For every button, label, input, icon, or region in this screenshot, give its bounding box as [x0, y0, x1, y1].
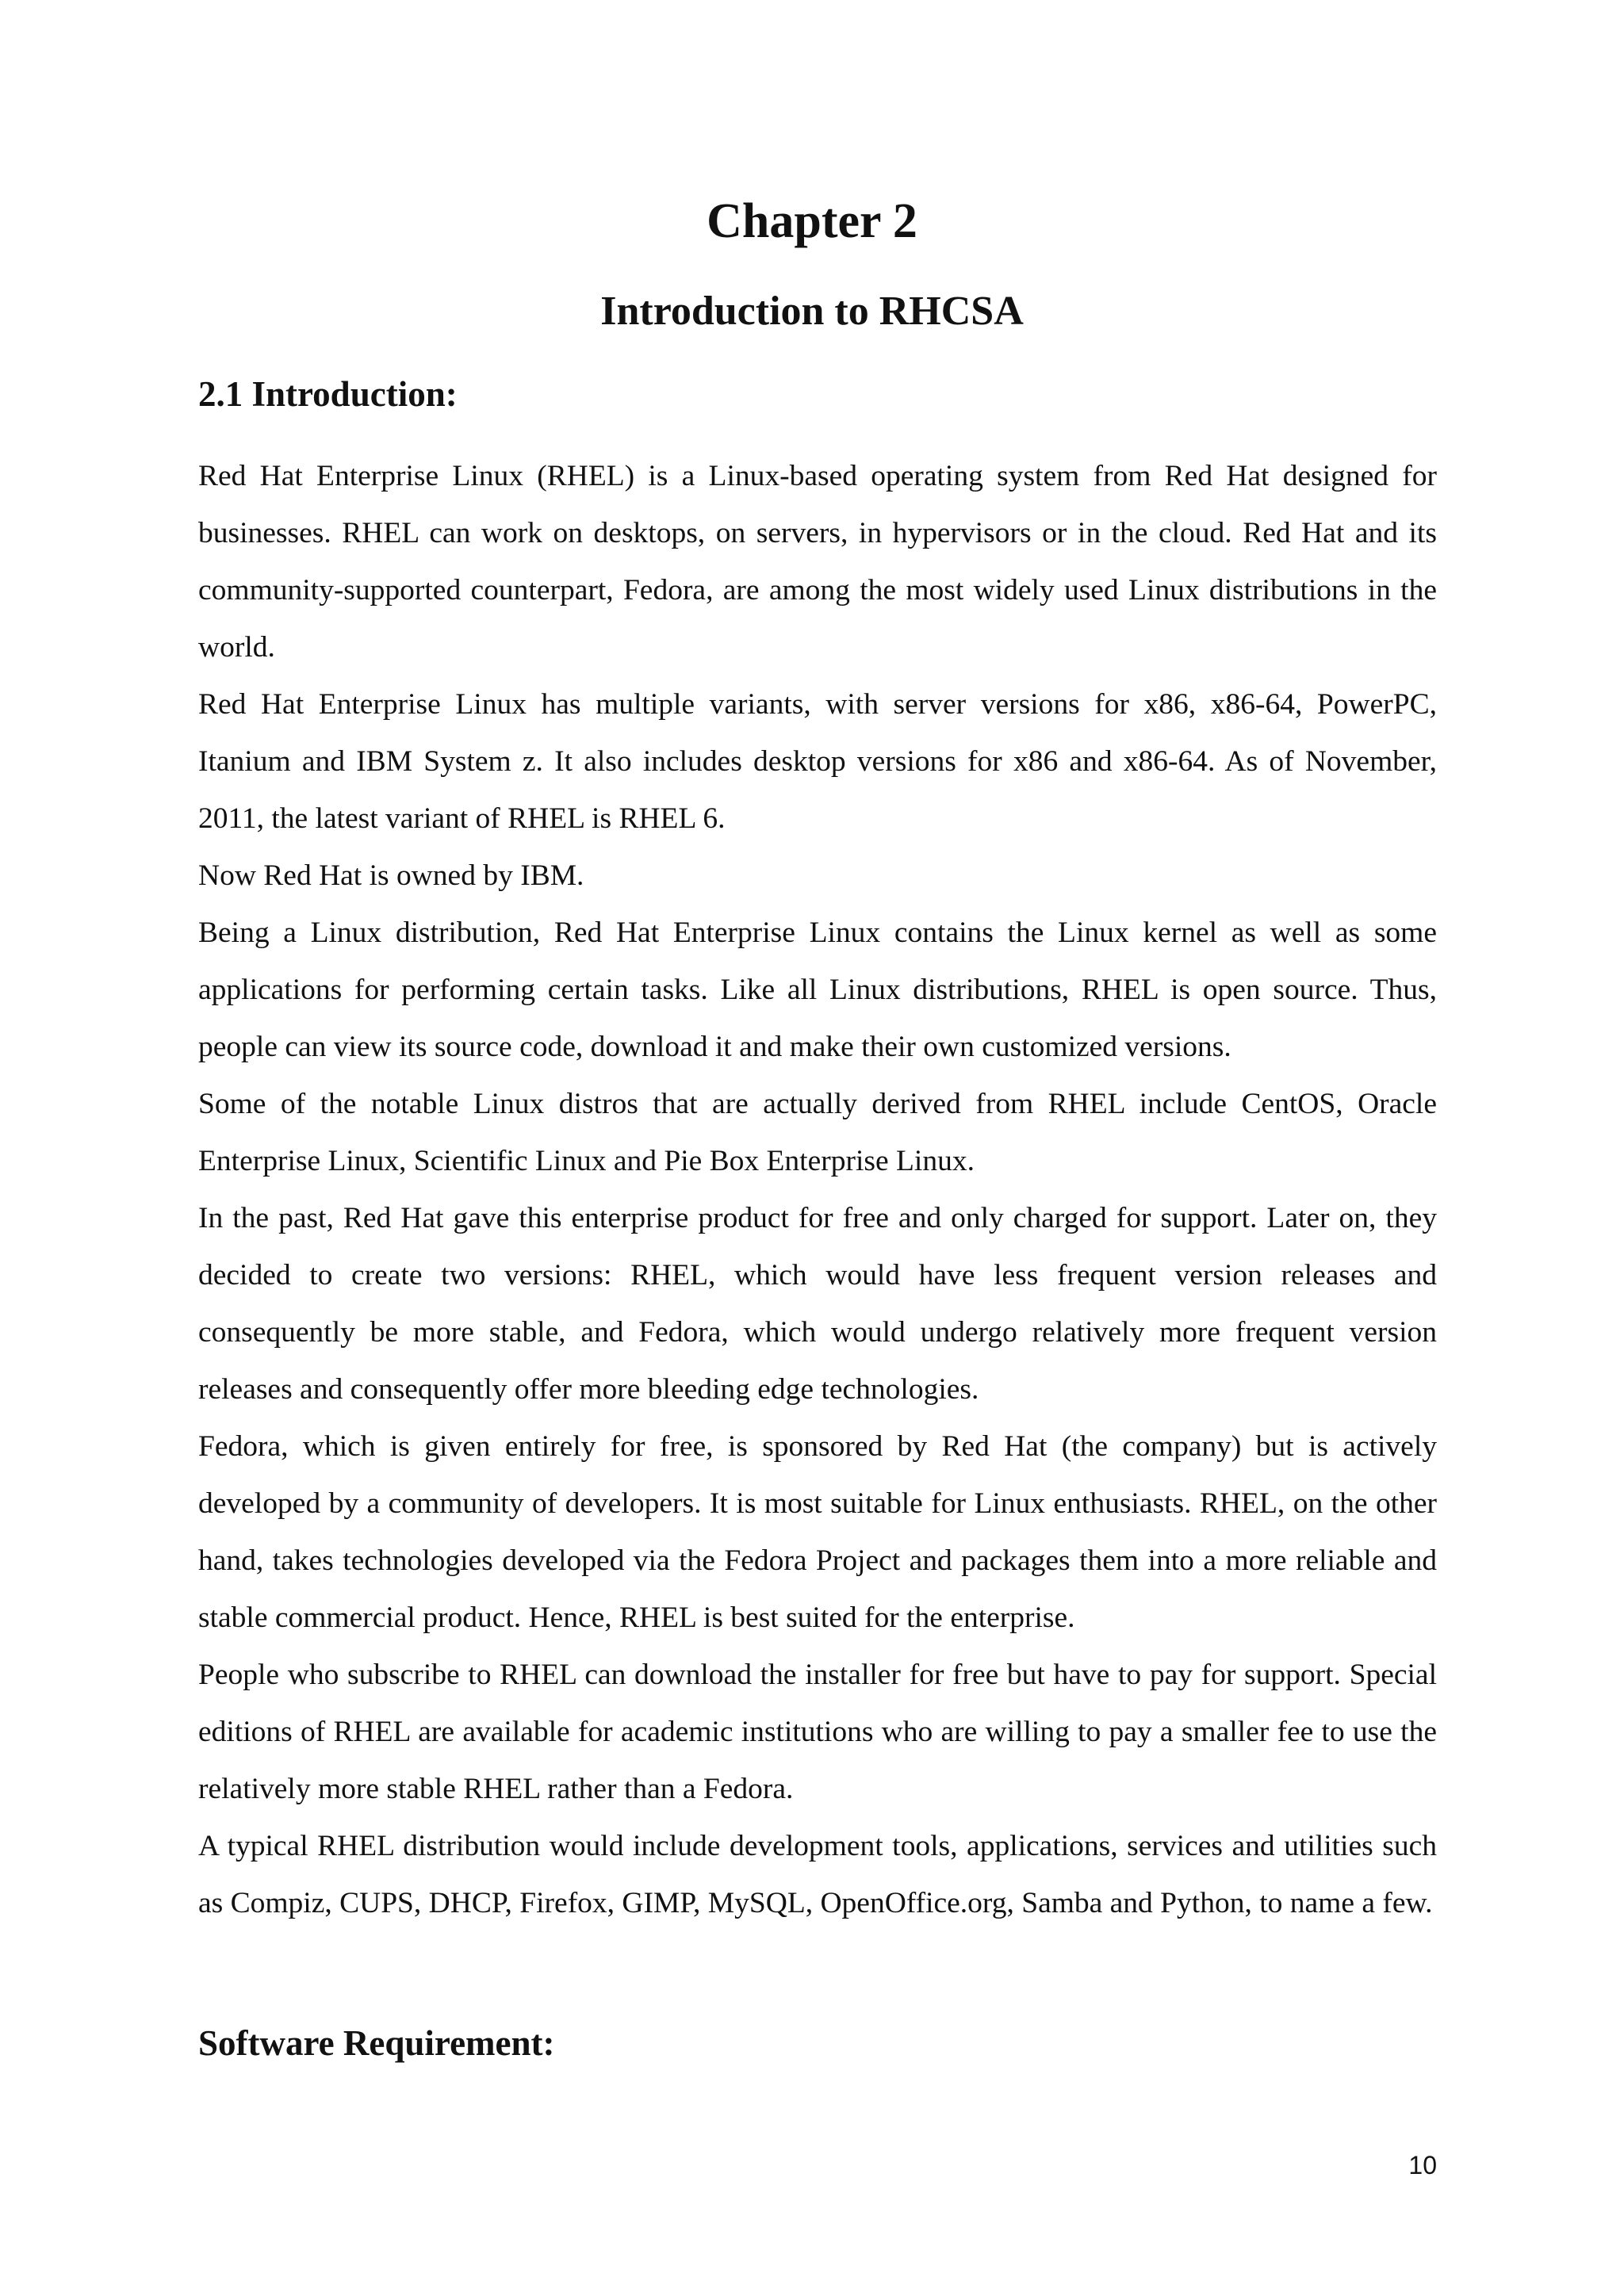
- subsection-heading: Software Requirement:: [198, 2023, 555, 2063]
- paragraph: Some of the notable Linux distros that are actually derived from RHEL include CentOS, Oracle Enterprise Linux, Scientific Linux and Pie Box Enterprise Linux.: [198, 1088, 1437, 1177]
- paragraph: Fedora, which is given entirely for free, is sponsored by Red Hat (the company) but is actively developed by a community of developers. It is most suitable for Linux enthusiasts. RHEL, on the other hand, takes technologies developed via the Fedora Project and packages them into a more reliable and stable commercial product. Hence, RHEL is best suited for the enterprise.: [198, 1430, 1437, 1634]
- paragraph: Being a Linux distribution, Red Hat Enterprise Linux contains the Linux kernel as well as some applications for performing certain tasks. Like all Linux distributions, RHEL is open source. Thus, people can view its source code, download it and make their own customized versions.: [198, 916, 1437, 1063]
- paragraph: In the past, Red Hat gave this enterprise product for free and only charged for support. Later on, they decided to create two versions: RHEL, which would have less frequent version releases and consequently be more stable, and Fedora, which would undergo relatively more frequent version releases and consequently offer more bleeding edge technologies.: [198, 1202, 1437, 1406]
- paragraph: Red Hat Enterprise Linux (RHEL) is a Linux-based operating system from Red Hat designed for businesses. RHEL can work on desktops, on servers, in hypervisors or in the cloud. Red Hat and its community-supported counterpart, Fedora, are among the most widely used Linux distributions in the world.: [198, 460, 1437, 664]
- paragraph: A typical RHEL distribution would include development tools, applications, services and utilities such as Compiz, CUPS, DHCP, Firefox, GIMP, MySQL, OpenOffice.org, Samba and Python, to name a few.: [198, 1830, 1437, 1919]
- paragraph: People who subscribe to RHEL can download the installer for free but have to pay for support. Special editions of RHEL are available for academic institutions who are willing to pay a smaller fee to use the relatively more stable RHEL rather than a Fedora.: [198, 1659, 1437, 1805]
- chapter-number: Chapter 2: [707, 194, 917, 248]
- paragraph: Red Hat Enterprise Linux has multiple variants, with server versions for x86, x86-64, PowerPC, Itanium and IBM System z. It also includes desktop versions for x86 and x86-64. As of November, 2011, the latest variant of RHEL is RHEL 6.: [198, 688, 1437, 835]
- chapter-title: Introduction to RHCSA: [600, 289, 1024, 334]
- body-text: [198, 448, 1437, 1932]
- paragraph: Now Red Hat is owned by IBM.: [198, 859, 584, 892]
- page-number: 10: [1408, 2151, 1437, 2179]
- section-heading: 2.1 Introduction:: [198, 374, 458, 414]
